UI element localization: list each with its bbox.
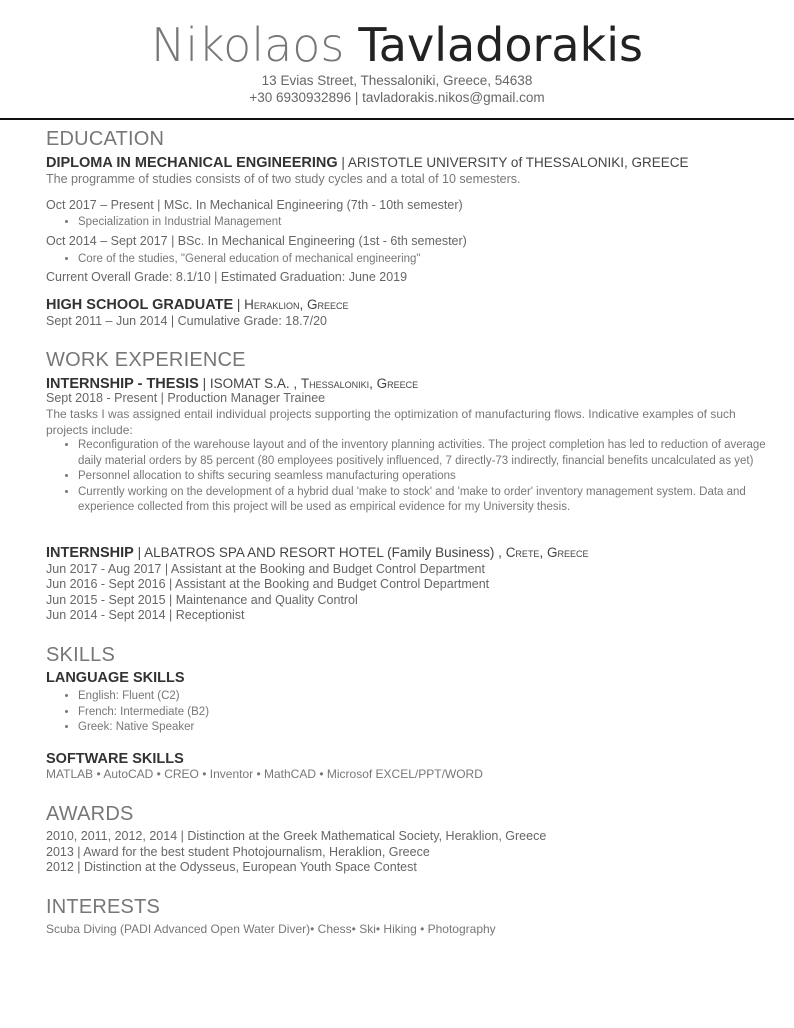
highschool-detail: Sept 2011 – Jun 2014 | Cumulative Grade: 18.7/20 (46, 314, 327, 328)
section-title-interests: INTERESTS (46, 896, 161, 918)
section-title-education: EDUCATION (46, 128, 165, 150)
list-item: • Currently working on the development of a hybrid dual 'make to stock' and 'make to order' inventory management system. Data and experience collected from this project will be used as empirical evidence for my University thesis. (78, 485, 788, 516)
albatros-role: Jun 2014 - Sept 2014 | Receptionist (46, 608, 245, 622)
contact-info: +30 6930932896 | tavladorakis.nikos@gmail.com (249, 90, 545, 105)
award-item: 2013 | Award for the best student Photojournalism, Heraklion, Greece (46, 845, 430, 859)
award-item: 2012 | Distinction at the Odysseus, European Youth Space Contest (46, 860, 417, 874)
isomat-title: INTERNSHIP - THESIS (46, 376, 199, 392)
highschool-title: HIGH SCHOOL GRADUATE (46, 297, 234, 313)
albatros-title: INTERNSHIP (46, 545, 134, 561)
section-title-skills: SKILLS (46, 644, 116, 666)
albatros-role: Jun 2015 - Sept 2015 | Maintenance and Quality Control (46, 593, 358, 607)
list-item: • Specialization in Industrial Management (78, 215, 788, 231)
list-item: • French: Intermediate (B2) (78, 705, 788, 721)
albatros-company: | ALBATROS SPA AND RESORT HOTEL (Family Business) , (133, 545, 506, 560)
grade-line: Current Overall Grade: 8.1/10 | Estimated Graduation: June 2019 (46, 270, 408, 284)
diploma-description: The programme of studies consists of of two study cycles and a total of 10 semesters. (46, 172, 521, 186)
bsc-bullets (46, 252, 788, 268)
candidate-name (0, 14, 794, 75)
highschool-heading (46, 296, 756, 314)
msc-line: Oct 2017 – Present | MSc. In Mechanical Engineering (7th - 10th semester) (46, 198, 463, 212)
list-item: • Reconfiguration of the warehouse layout and of the inventory planning activities. The project completion has led to reduction of average daily material orders by 85 percent (80 employees positively influenced, 7 directly-73 indirectly, financial benefits uncalculated as yet) (78, 438, 788, 469)
albatros-heading (46, 544, 756, 562)
isomat-bullets (46, 438, 788, 516)
degree-title: DIPLOMA IN MECHANICAL ENGINEERING (46, 155, 338, 171)
list-item: • Core of the studies, "General education of mechanical engineering" (78, 252, 788, 268)
language-skills-heading: LANGUAGE SKILLS (46, 670, 185, 686)
language-list (46, 689, 788, 736)
msc-bullets (46, 215, 788, 231)
isomat-company: | ISOMAT S.A. , (198, 376, 301, 391)
software-list: MATLAB • AutoCAD • CREO • Inventor • MathCAD • Microsof EXCEL/PPT/WORD (46, 767, 483, 781)
interests-list: Scuba Diving (PADI Advanced Open Water Diver)• Chess• Ski• Hiking • Photography (46, 922, 496, 936)
isomat-location: Thessaloniki, Greece (300, 376, 419, 391)
last-name: Tavladorakis (358, 18, 644, 72)
header-divider (0, 118, 794, 120)
albatros-role: Jun 2017 - Aug 2017 | Assistant at the Booking and Budget Control Department (46, 562, 485, 576)
isomat-description: The tasks I was assigned entail individual projects supporting the optimization of manufacturing flows. Indicative examples of such projects include: (46, 407, 736, 437)
bsc-line: Oct 2014 – Sept 2017 | BSc. In Mechanical Engineering (1st - 6th semester) (46, 234, 467, 248)
isomat-role: Sept 2018 - Present | Production Manager Trainee (46, 391, 326, 405)
first-name: Nikolaos (150, 18, 345, 72)
list-item: • Personnel allocation to shifts securing seamless manufacturing operations (78, 469, 788, 485)
list-item: • Greek: Native Speaker (78, 720, 788, 736)
section-title-awards: AWARDS (46, 803, 134, 825)
software-skills-heading: SOFTWARE SKILLS (46, 751, 184, 767)
highschool-location: | Heraklion, Greece (233, 297, 349, 312)
section-title-work: WORK EXPERIENCE (46, 349, 246, 371)
list-item: • English: Fluent (C2) (78, 689, 788, 705)
award-item: 2010, 2011, 2012, 2014 | Distinction at the Greek Mathematical Society, Heraklion, Greece (46, 829, 547, 843)
albatros-role: Jun 2016 - Sept 2016 | Assistant at the Booking and Budget Control Department (46, 577, 490, 591)
address: 13 Evias Street, Thessaloniki, Greece, 54638 (261, 73, 533, 88)
diploma-heading (46, 154, 756, 172)
institution: | ARISTOTLE UNIVERSITY of THESSALONIKI, GREECE (337, 155, 689, 170)
albatros-location: Crete, Greece (505, 545, 589, 560)
